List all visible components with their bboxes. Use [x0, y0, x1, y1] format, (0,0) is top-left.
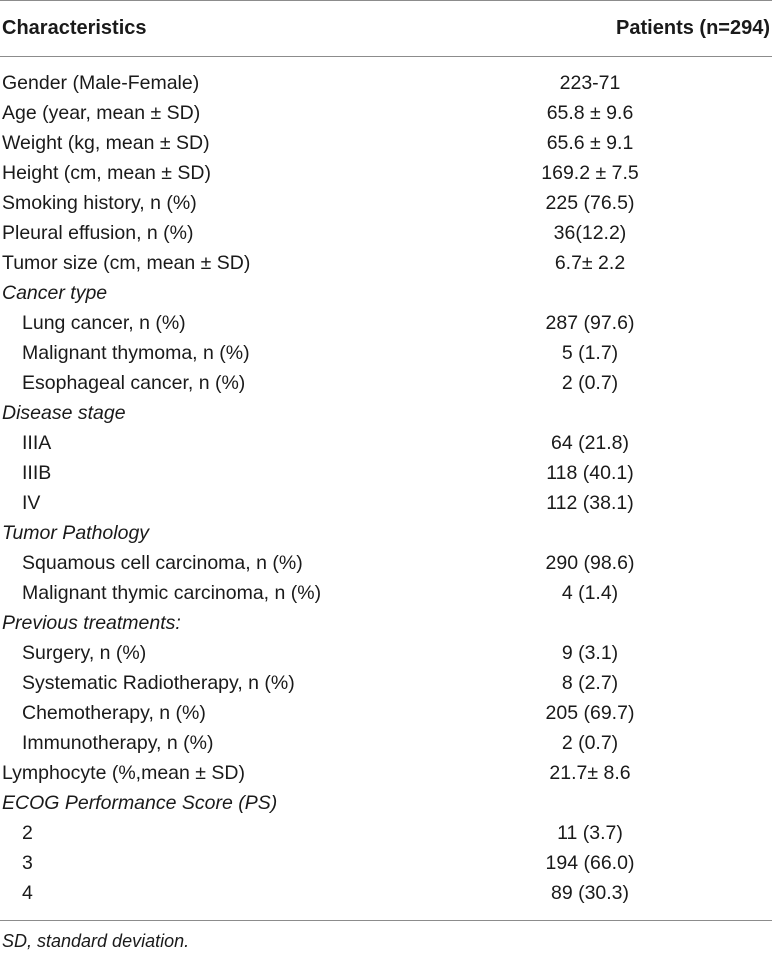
- table-row: [0, 488, 772, 518]
- table-row: [0, 218, 772, 248]
- row-label: Smoking history, n (%): [2, 192, 197, 214]
- table-row: [0, 758, 772, 788]
- section-label: Tumor Pathology: [2, 522, 150, 544]
- row-value: 290 (98.6): [545, 552, 635, 574]
- row-value: 194 (66.0): [545, 852, 635, 874]
- section-label: Cancer type: [2, 282, 108, 304]
- table-row: [0, 818, 772, 848]
- row-value: 2 (0.7): [561, 732, 619, 754]
- table-header-row: [0, 0, 772, 56]
- row-label: Surgery, n (%): [22, 642, 147, 664]
- header-patients: Patients (n=294): [616, 17, 770, 39]
- table-row: [0, 98, 772, 128]
- table-row: [0, 158, 772, 188]
- row-value: 9 (3.1): [561, 642, 619, 664]
- table-section-row: [0, 788, 772, 818]
- row-label: Age (year, mean ± SD): [2, 102, 201, 124]
- row-value: 11 (3.7): [557, 822, 623, 844]
- row-value: 2 (0.7): [561, 372, 619, 394]
- row-value: 36(12.2): [553, 222, 627, 244]
- table-row: [0, 128, 772, 158]
- table-row: [0, 68, 772, 98]
- table-row: [0, 878, 772, 908]
- row-label: Weight (kg, mean ± SD): [2, 132, 210, 154]
- row-label: Chemotherapy, n (%): [22, 702, 206, 724]
- row-value: 89 (30.3): [550, 882, 630, 904]
- row-value: 4 (1.4): [561, 582, 619, 604]
- row-value: 223-71: [559, 72, 621, 94]
- row-value: 225 (76.5): [545, 192, 635, 214]
- table-footnote: SD, standard deviation.: [2, 931, 190, 951]
- row-label: IIIB: [22, 462, 52, 484]
- row-label: IIIA: [22, 432, 52, 454]
- table-section-row: [0, 608, 772, 638]
- table-section-row: [0, 278, 772, 308]
- table-row: [0, 368, 772, 398]
- table-section-row: [0, 518, 772, 548]
- row-label: Lymphocyte (%,mean ± SD): [2, 762, 245, 784]
- table-header-rule: [0, 56, 772, 57]
- table-row: [0, 548, 772, 578]
- table-row: [0, 428, 772, 458]
- row-value: 287 (97.6): [545, 312, 635, 334]
- row-value: 169.2 ± 7.5: [541, 162, 639, 184]
- row-label: Lung cancer, n (%): [22, 312, 186, 334]
- table-row: [0, 668, 772, 698]
- row-label: Tumor size (cm, mean ± SD): [2, 252, 251, 274]
- row-label: Systematic Radiotherapy, n (%): [22, 672, 295, 694]
- table-row: [0, 338, 772, 368]
- table-row: [0, 698, 772, 728]
- row-label: Gender (Male-Female): [2, 72, 200, 94]
- table-row: [0, 308, 772, 338]
- row-value: 64 (21.8): [550, 432, 630, 454]
- row-value: 8 (2.7): [561, 672, 619, 694]
- row-label: 4: [22, 882, 33, 904]
- table-row: [0, 728, 772, 758]
- row-value: 6.7± 2.2: [554, 252, 626, 274]
- row-value: 118 (40.1): [546, 462, 634, 484]
- row-label: 2: [22, 822, 33, 844]
- row-label: Squamous cell carcinoma, n (%): [22, 552, 303, 574]
- row-label: Immunotherapy, n (%): [22, 732, 214, 754]
- section-label: Previous treatments:: [2, 612, 181, 634]
- table-row: [0, 188, 772, 218]
- table-row: [0, 848, 772, 878]
- row-label: 3: [22, 852, 33, 874]
- table-section-row: [0, 398, 772, 428]
- table-bottom-rule: [0, 920, 772, 921]
- table-body: [0, 68, 772, 908]
- row-label: Malignant thymoma, n (%): [22, 342, 250, 364]
- row-label: IV: [22, 492, 41, 514]
- row-value: 65.6 ± 9.1: [546, 132, 634, 154]
- row-value: 65.8 ± 9.6: [546, 102, 634, 124]
- table-row: [0, 248, 772, 278]
- table-row: [0, 638, 772, 668]
- row-label: Height (cm, mean ± SD): [2, 162, 212, 184]
- row-value: 205 (69.7): [545, 702, 635, 724]
- section-label: Disease stage: [2, 402, 126, 424]
- header-characteristics: Characteristics: [2, 17, 147, 39]
- row-label: Malignant thymic carcinoma, n (%): [22, 582, 322, 604]
- section-label: ECOG Performance Score (PS): [2, 792, 278, 814]
- row-value: 21.7± 8.6: [549, 762, 631, 784]
- row-label: Esophageal cancer, n (%): [22, 372, 246, 394]
- table-row: [0, 458, 772, 488]
- row-label: Pleural effusion, n (%): [2, 222, 194, 244]
- row-value: 112 (38.1): [546, 492, 634, 514]
- row-value: 5 (1.7): [561, 342, 619, 364]
- table-row: [0, 578, 772, 608]
